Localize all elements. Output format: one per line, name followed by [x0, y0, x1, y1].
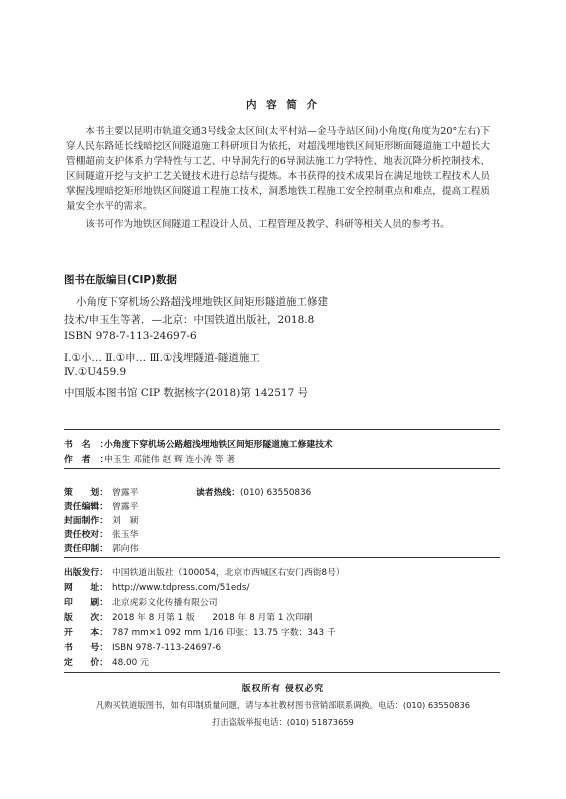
- editor-row: [64, 499, 138, 512]
- reader-hotline-label: 读者热线：: [196, 488, 240, 498]
- reader-hotline: [196, 485, 311, 498]
- website-link[interactable]: http://www.tdpress.com/51eds/: [112, 583, 250, 593]
- intro-paragraph-1: [66, 124, 490, 214]
- isbn-row: [64, 640, 221, 653]
- website-label: 网 址：: [64, 583, 108, 593]
- print-manager-row: [64, 541, 138, 554]
- cover-row: [64, 513, 138, 526]
- cover-value: 刘 颖: [112, 516, 139, 526]
- copyright-notice: 版权所有 侵权必究: [241, 684, 325, 694]
- print-manager-value: 郭向伟: [112, 544, 139, 554]
- editor-label: 责任编辑：: [64, 502, 108, 512]
- edition-row: [64, 610, 313, 623]
- cip-heading: 图书在版编目(CIP)数据: [64, 274, 177, 286]
- book-title-row: [64, 437, 333, 450]
- piracy-hotline: 打击盗版举报电话：(010) 51873659: [212, 717, 354, 727]
- print-manager-label: 责任印制：: [64, 544, 108, 554]
- price-row: [64, 655, 149, 668]
- printer-label: 印 刷：: [64, 598, 108, 608]
- edition-label: 版 次：: [64, 613, 108, 623]
- cip-line-isbn: ISBN 978-7-113-24697-6: [64, 330, 197, 342]
- book-author-label: 作者：: [64, 455, 118, 465]
- proof-label: 责任校对：: [64, 530, 108, 540]
- divider-top: [64, 429, 500, 430]
- intro-text-1: 本书主要以昆明市轨道交通3号线金太区间(太平村站—金马寺站区间)小角度(角度为20°左右)下穿人民东路延长线暗挖区间隧道施工科研项目为依托，对超浅埋地铁区间矩形断面隧道施工中超长大管棚超前支护体系力学特性与工艺、中导洞先行的6导洞法施工力学特性、地表沉降分析控制技术、区间隧道开挖与支护工艺关键技术进行总结与提炼。本书获得的技术成果旨在满足地铁工程技术人员掌握浅埋暗挖矩形地铁区间隧道工程施工技术，洞悉地铁工程施工安全控制重点和难点，提高工程质量安全水平的需求。: [66, 126, 490, 212]
- price-label: 定 价：: [64, 658, 108, 668]
- intro-paragraph-2: [66, 217, 490, 232]
- format-row: [64, 625, 336, 638]
- divider-2: [64, 468, 500, 469]
- planner-value: 曾露平: [112, 488, 139, 498]
- planner-label: 策 划：: [64, 488, 108, 498]
- planner-row: [64, 485, 138, 498]
- format-label: 开 本：: [64, 628, 108, 638]
- isbn-value: ISBN 978-7-113-24697-6: [112, 643, 222, 653]
- publisher-label: 出版发行：: [64, 568, 108, 578]
- book-title-value: 小角度下穿机场公路超浅埋地铁区间矩形隧道施工修建技术: [104, 440, 333, 450]
- book-author-value: 申玉生 邓能伟 赵 辉 连小涛 等 著: [104, 455, 236, 465]
- book-title-label: 书名：: [64, 440, 118, 450]
- publisher-value: 中国铁道出版社（100054，北京市西城区右安门西街8号）: [112, 568, 345, 578]
- edition-value: 2018 年 8 月第 1 版 2018 年 8 月第 1 次印刷: [112, 613, 313, 623]
- book-author-row: [64, 452, 235, 465]
- quality-notice: 凡购买铁道版图书，如有印制质量问题，请与本社教材图书营销部联系调换。电话：(010) 63550836: [95, 700, 471, 710]
- cip-line-2: 技术/申玉生等著．—北京：中国铁道出版社，2018.8: [64, 314, 315, 326]
- intro-text-2: 该书可作为地铁区间隧道工程设计人员、工程管理及教学、科研等相关人员的参考书。: [85, 219, 450, 230]
- cover-label: 封面制作：: [64, 516, 108, 526]
- proof-row: [64, 527, 138, 540]
- format-value: 787 mm×1 092 mm 1/16 印张：13.75 字数：343 千: [112, 628, 336, 638]
- isbn-label: 书 号：: [64, 643, 108, 653]
- cip-line-classification: Ⅰ.①小… Ⅱ.①申… Ⅲ.①浅埋隧道-隧道施工: [64, 352, 260, 364]
- editor-value: 曾露平: [112, 502, 139, 512]
- reader-hotline-value: (010) 63550836: [240, 488, 312, 498]
- cip-line-cip-number: 中国版本图书馆 CIP 数据核字(2018)第 142517 号: [64, 387, 309, 399]
- proof-value: 张玉华: [112, 530, 139, 540]
- printer-row: [64, 595, 218, 608]
- divider-bottom: [64, 672, 500, 673]
- price-value: 48.00 元: [112, 658, 149, 668]
- intro-title: 内 容 简 介: [246, 99, 320, 111]
- publisher-row: [64, 565, 345, 578]
- website-row: [64, 580, 249, 593]
- printer-value: 北京虎彩文化传播有限公司: [112, 598, 218, 608]
- cip-line-class-number: Ⅳ.①U459.9: [64, 366, 127, 378]
- divider-3: [64, 557, 500, 558]
- cip-line-1: 小角度下穿机场公路超浅埋地铁区间矩形隧道施工修建: [76, 296, 328, 308]
